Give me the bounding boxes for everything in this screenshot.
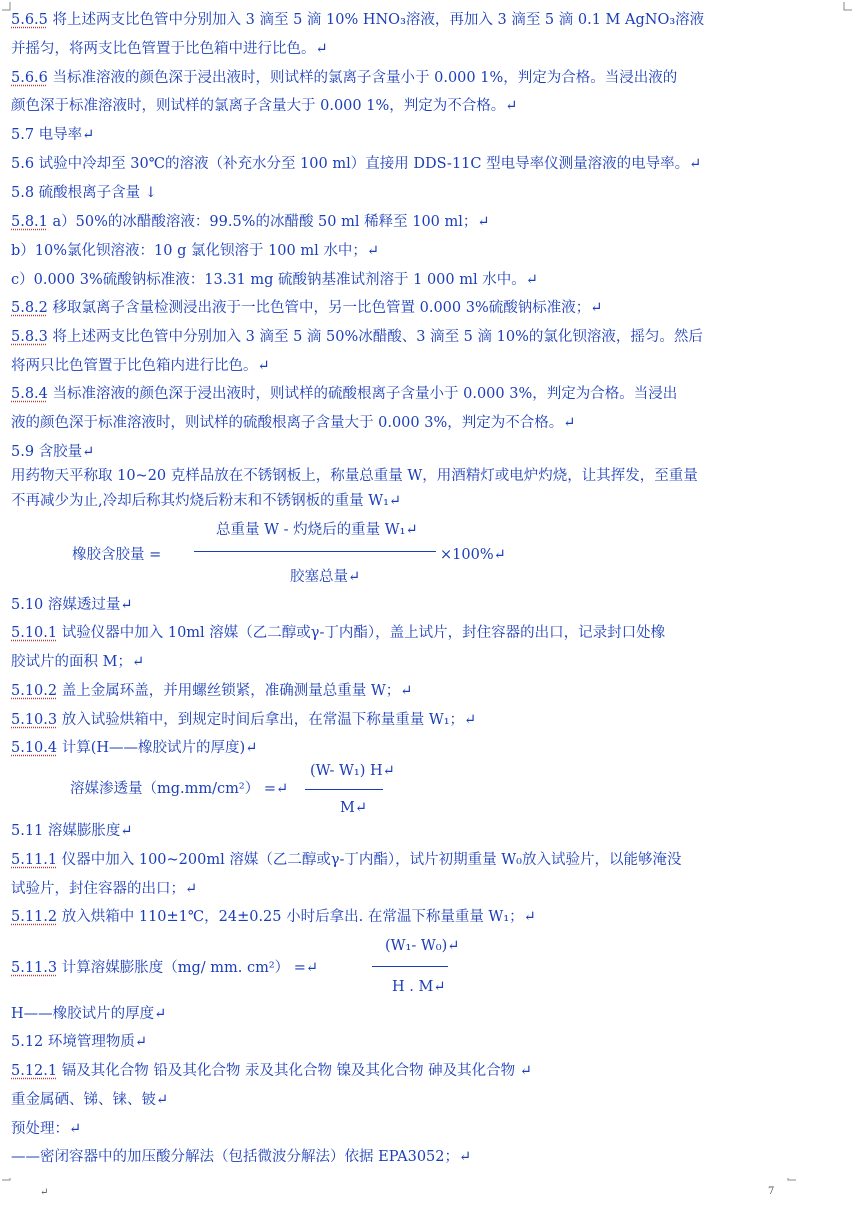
clause-number: 5.6.5 (11, 12, 48, 28)
text-line (11, 154, 701, 174)
text-line (11, 10, 704, 30)
clause-number: 5.8.3 (11, 329, 48, 345)
crop-mark-bottom-right (786, 1178, 796, 1188)
text-line (11, 1061, 532, 1081)
section-heading (11, 821, 133, 841)
clause-number: 5.8.2 (11, 300, 48, 316)
line-text: a）50%的冰醋酸溶液：99.5%的冰醋酸 50 ml 稀释至 100 ml；↵ (47, 214, 490, 230)
line-text: 镉及其化合物 铅及其化合物 汞及其化合物 镍及其化合物 砷及其化合物 ↵ (57, 1063, 532, 1079)
line-text: 盖上金属环盖，并用螺丝锁紧，准确测量总重量 W；↵ (57, 683, 413, 699)
line-text: 计算(H——橡胶试片的厚度)↵ (57, 740, 258, 756)
clause-number: 5.12.1 (11, 1063, 58, 1079)
line-text: 当标准溶液的颜色深于浸出液时，则试样的氯离子含量小于 0.000 1%，判定为合格。当浸出液的 (47, 70, 678, 86)
text-line (11, 384, 677, 404)
text-line (11, 710, 476, 730)
clause-number: 5.8.1 (11, 214, 48, 230)
text-line (11, 1090, 168, 1110)
line-text: 并摇匀，将两支比色管置于比色箱中进行比色。↵ (11, 41, 328, 57)
text-line (11, 491, 401, 511)
formula-numerator: (W₁- W₀)↵ (385, 938, 460, 954)
text-line (11, 1147, 471, 1167)
line-text: 5.7 电导率↵ (11, 127, 95, 143)
line-text: b）10%氯化钡溶液：10 g 氯化钡溶于 100 ml 水中；↵ (11, 243, 379, 259)
line-text: 预处理：↵ (11, 1121, 82, 1137)
clause-number: 5.10.1 (11, 625, 58, 641)
line-text: 液的颜色深于标准溶液时，则试样的硫酸根离子含量大于 0.000 3%，判定为不合格。↵ (11, 415, 576, 431)
text-line (11, 738, 257, 758)
line-text: 放入试验烘箱中，到规定时间后拿出，在常温下称量重量 W₁；↵ (57, 712, 477, 728)
text-line (11, 879, 197, 899)
text-line (11, 1004, 166, 1024)
fraction-bar (372, 966, 448, 967)
line-text: 5.8 硫酸根离子含量 ↓ (11, 185, 157, 201)
text-line (11, 907, 536, 927)
text-line (11, 623, 665, 643)
clause-number: 5.10.2 (11, 683, 58, 699)
line-text: 颜色深于标准溶液时，则试样的氯离子含量大于 0.000 1%，判定为不合格。↵ (11, 98, 518, 114)
section-heading (11, 595, 133, 615)
formula-numerator: (W- W₁) H↵ (310, 763, 395, 779)
section-heading (11, 183, 157, 203)
line-text: H——橡胶试片的厚度↵ (11, 1006, 167, 1022)
line-text: 重金属硒、锑、铼、铍↵ (11, 1092, 169, 1108)
line-text: 放入烘箱中 110±1℃，24±0.25 小时后拿出. 在常温下称量重量 W₁；↵ (57, 909, 536, 925)
fraction-bar (305, 789, 383, 790)
formula-label: 橡胶含胶量 = (72, 547, 162, 563)
crop-mark-bottom-left (2, 1178, 12, 1188)
line-text: 将上述两支比色管中分别加入 3 滴至 5 滴 10% HNO₃溶液，再加入 3 滴至 5 滴 0.1 M AgNO₃溶液 (47, 12, 705, 28)
formula-label: 溶媒渗透量（mg.mm/cm²） =↵ (70, 781, 289, 797)
line-text: 5.12 环境管理物质↵ (11, 1034, 148, 1050)
clause-number: 5.10.3 (11, 712, 58, 728)
line-text: 试验片，封住容器的出口；↵ (11, 881, 198, 897)
line-text: 将上述两支比色管中分别加入 3 滴至 5 滴 50%冰醋酸、3 滴至 5 滴 10%的氯化钡溶液，摇匀。然后 (47, 329, 703, 345)
formula-label (11, 958, 318, 978)
line-text: c）0.000 3%硫酸钠标准液：13.31 mg 硫酸钠基准试剂溶于 1 000 ml 水中。↵ (11, 272, 538, 288)
text-line (11, 241, 379, 261)
clause-number: 5.11.3 (11, 960, 58, 976)
line-text: 5.6 试验中冷却至 30℃的溶液（补充水分至 100 ml）直接用 DDS-11C 型电导率仪测量溶液的电导率。↵ (11, 156, 702, 172)
formula-denominator: 胶塞总量↵ (290, 569, 361, 585)
clause-number: 5.8.4 (11, 386, 48, 402)
page-number: 7 (768, 1186, 775, 1197)
section-heading (11, 1032, 147, 1052)
line-text: 当标准溶液的颜色深于浸出液时，则试样的硫酸根离子含量小于 0.000 3%，判定为合格。当浸出 (47, 386, 678, 402)
formula-suffix: ×100%↵ (440, 547, 506, 563)
line-text: 用药物天平称取 10~20 克样品放在不锈钢板上，称量总重量 W，用酒精灯或电炉灼烧，让其挥发，至重量 (11, 468, 698, 484)
line-text: 移取氯离子含量检测浸出液于一比色管中，另一比色管置 0.000 3%硫酸钠标准液；↵ (47, 300, 603, 316)
section-heading (11, 125, 94, 145)
text-line (11, 652, 144, 672)
text-line (11, 212, 490, 232)
clause-number: 5.10.4 (11, 740, 58, 756)
line-text: 仪器中加入 100~200ml 溶媒（乙二醇或γ-丁内酯），试片初期重量 W₀放入试验片，以能够淹没 (57, 852, 682, 868)
crop-mark-top-right (842, 2, 852, 12)
text-line (11, 68, 677, 88)
line-text: 计算溶媒膨胀度（mg/ mm. cm²） =↵ (57, 960, 319, 976)
text-line (11, 39, 328, 59)
formula-denominator: H . M↵ (392, 979, 446, 995)
line-text: 胶试片的面积 M；↵ (11, 654, 145, 670)
formula-denominator: M↵ (340, 800, 367, 816)
clause-number: 5.11.1 (11, 852, 58, 868)
text-line (11, 96, 517, 116)
footer-mark: ↵ (40, 1187, 49, 1198)
text-line (11, 413, 575, 433)
text-line (11, 356, 270, 376)
text-line (11, 327, 703, 347)
text-line (11, 466, 698, 486)
clause-number: 5.11.2 (11, 909, 58, 925)
fraction-bar (194, 551, 436, 552)
text-line (11, 270, 538, 290)
formula-numerator: 总重量 W - 灼烧后的重量 W₁↵ (216, 522, 418, 538)
line-text: 将两只比色管置于比色箱内进行比色。↵ (11, 358, 270, 374)
text-line (11, 681, 412, 701)
text-line (11, 298, 602, 318)
line-text: 5.11 溶媒膨胀度↵ (11, 823, 133, 839)
clause-number: 5.6.6 (11, 70, 48, 86)
line-text: 5.10 溶媒透过量↵ (11, 597, 133, 613)
line-text: 5.9 含胶量↵ (11, 444, 95, 460)
text-line (11, 1119, 81, 1139)
line-text: ——密闭容器中的加压酸分解法（包括微波分解法）依据 EPA3052；↵ (11, 1149, 472, 1165)
line-text: 试验仪器中加入 10ml 溶媒（乙二醇或γ-丁内酯），盖上试片，封住容器的出口，记录封口处橡 (57, 625, 666, 641)
line-text: 不再减少为止,冷却后称其灼烧后粉末和不锈钢板的重量 W₁↵ (11, 493, 402, 509)
section-heading (11, 442, 94, 462)
text-line (11, 850, 681, 870)
